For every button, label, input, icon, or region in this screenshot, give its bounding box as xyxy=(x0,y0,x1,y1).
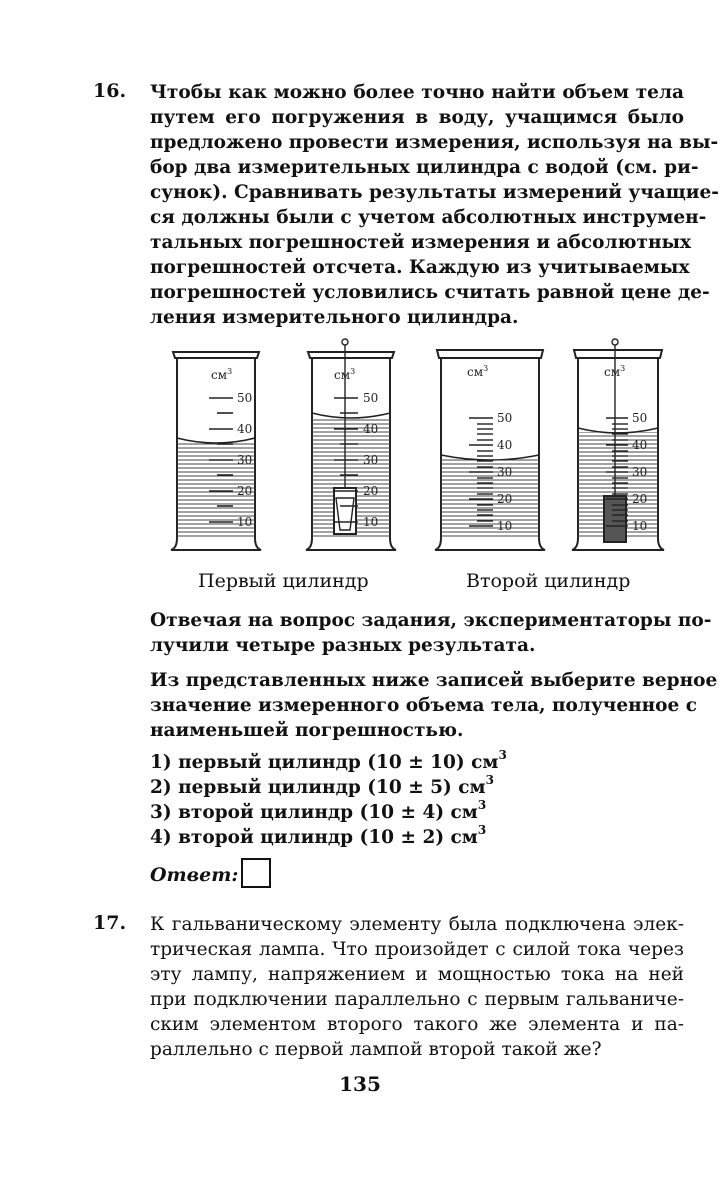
unit-label: $см^3$ xyxy=(211,367,233,382)
scale-label: 40 xyxy=(237,422,253,436)
scale-label: 30 xyxy=(497,465,513,479)
scale-label: 40 xyxy=(497,438,513,452)
scale-label: 30 xyxy=(237,453,253,467)
paragraph-line: Отвечая на вопрос задания, экспериментаторы по- xyxy=(150,610,712,631)
scale-label: 40 xyxy=(632,438,648,452)
scale-label: 50 xyxy=(363,391,379,405)
unit-label: $см^3$ xyxy=(467,364,489,379)
cylinders-figure xyxy=(165,338,675,572)
answer-label: Ответ: xyxy=(150,864,239,886)
scale-label: 10 xyxy=(363,515,379,529)
q16-line: погрешностей отсчета. Каждую из учитываемых xyxy=(150,257,690,278)
q16-line: бор два измерительных цилиндра с водой (см. ри- xyxy=(150,157,699,178)
answer-box[interactable] xyxy=(241,858,271,888)
second-cylinder-empty xyxy=(435,350,545,550)
q16-line: ся должны были с учетом абсолютных инструмен- xyxy=(150,207,707,228)
page-number: 135 xyxy=(339,1072,381,1096)
q16-line: путем его погружения в воду, учащимся было xyxy=(150,107,684,128)
q17-line: при подключении параллельно с первым гальваниче- xyxy=(150,989,684,1010)
second-cylinder-with-body xyxy=(572,339,664,550)
caption-first-cylinder: Первый цилиндр xyxy=(198,570,369,592)
caption-second-cylinder: Второй цилиндр xyxy=(466,570,631,592)
q17-line: трическая лампа. Что произойдет с силой тока через xyxy=(150,939,684,960)
paragraph-line: лучили четыре разных результата. xyxy=(150,635,536,656)
q17-line: эту лампу, напряжением и мощностью тока на ней xyxy=(150,964,684,985)
cylinders-illustration xyxy=(165,338,675,568)
first-cylinder-empty xyxy=(171,352,261,550)
q16-line: Чтобы как можно более точно найти объем тела xyxy=(150,82,684,103)
q17-line: ским элементом второго такого же элемента и па- xyxy=(150,1014,684,1035)
first-cylinder-with-body xyxy=(306,339,396,550)
scale-label: 40 xyxy=(363,422,379,436)
unit-label: $см^3$ xyxy=(334,367,356,382)
q16-line: тальных погрешностей измерения и абсолютных xyxy=(150,232,692,253)
scale-label: 10 xyxy=(497,519,513,533)
scale-label: 20 xyxy=(497,492,513,506)
q16-line: погрешностей условились считать равной цене де- xyxy=(150,282,710,303)
scale-label: 10 xyxy=(632,519,648,533)
option-item: 3) второй цилиндр (10 ± 4) $см^3$ xyxy=(150,798,487,823)
q16-line: сунок). Сравнивать результаты измерений учащие- xyxy=(150,182,719,203)
scale-label: 30 xyxy=(363,453,379,467)
q17-line: К гальваническому элементу была подключена элек- xyxy=(150,914,684,935)
scale-label: 50 xyxy=(237,391,253,405)
paragraph-line: наименьшей погрешностью. xyxy=(150,720,464,741)
scale-label: 50 xyxy=(632,411,648,425)
q17-line: раллельно с первой лампой второй такой же? xyxy=(150,1039,602,1060)
scale-label: 20 xyxy=(237,484,253,498)
option-item: 4) второй цилиндр (10 ± 2) $см^3$ xyxy=(150,823,487,848)
question-16-number: 16. xyxy=(93,80,127,102)
scale-label: 10 xyxy=(237,515,253,529)
q16-line: предложено провести измерения, используя на вы- xyxy=(150,132,719,153)
scale-label: 20 xyxy=(632,492,648,506)
q16-line: ления измерительного цилиндра. xyxy=(150,307,519,328)
option-item: 2) первый цилиндр (10 ± 5) $см^3$ xyxy=(150,773,494,798)
scale-label: 50 xyxy=(497,411,513,425)
scale-label: 20 xyxy=(363,484,379,498)
paragraph-line: значение измеренного объема тела, полученное с xyxy=(150,695,697,716)
scale-label: 30 xyxy=(632,465,648,479)
paragraph-line: Из представленных ниже записей выберите верное xyxy=(150,670,718,691)
option-item: 1) первый цилиндр (10 ± 10) $см^3$ xyxy=(150,748,507,773)
question-17-number: 17. xyxy=(93,912,127,934)
unit-label: $см^3$ xyxy=(604,364,626,379)
